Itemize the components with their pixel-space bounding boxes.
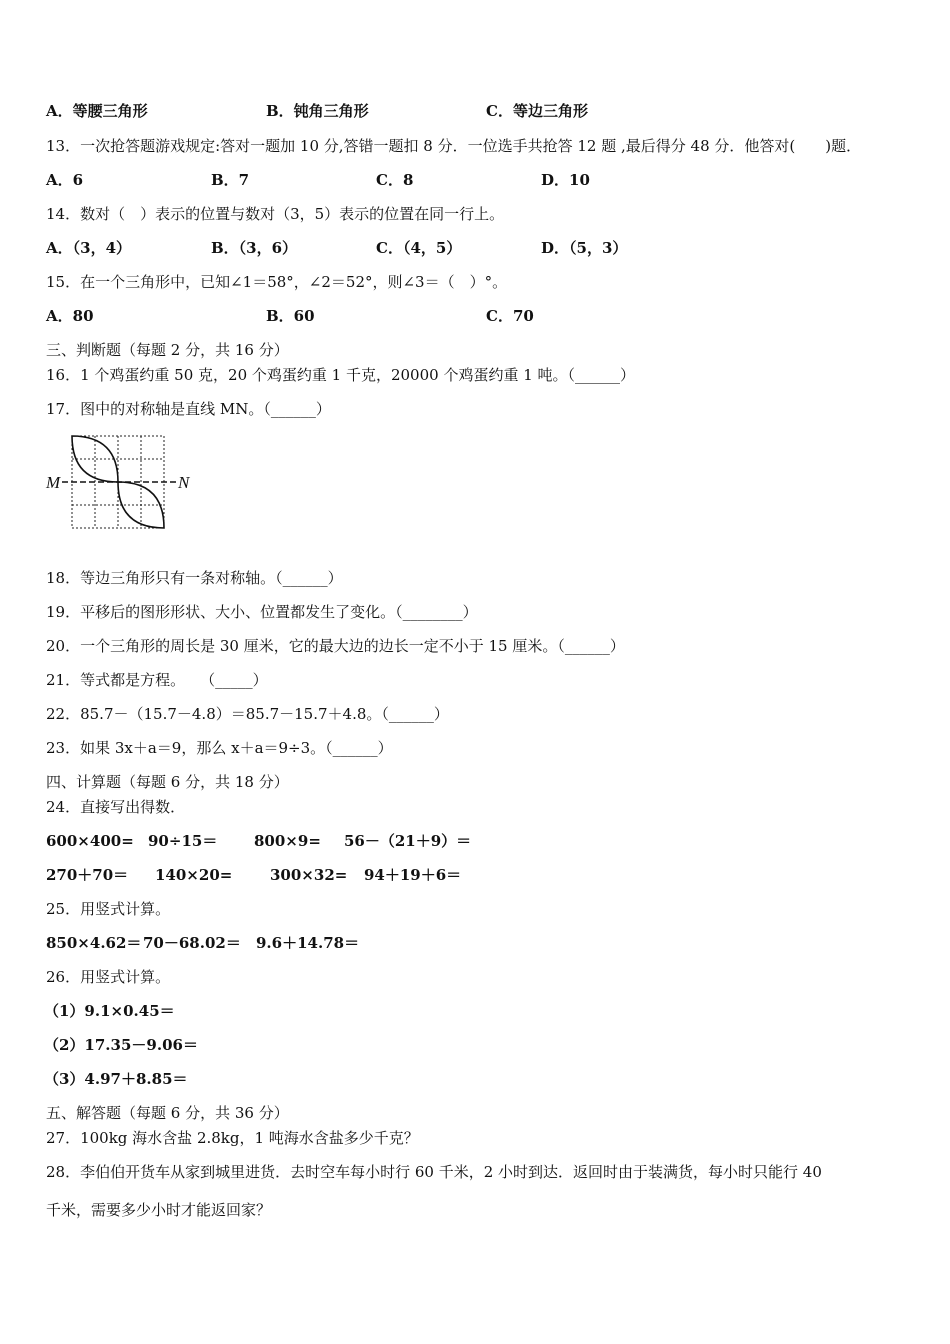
q19-stem: 19．平移后的图形形状、大小、位置都发生了变化。（________）: [46, 603, 478, 621]
q14-option-d: D．（5，3）: [541, 239, 628, 257]
q14-stem: 14．数对（ ）表示的位置与数对（3，5）表示的位置在同一行上。: [46, 205, 505, 223]
q22-stem: 22．85.7－（15.7－4.8）＝85.7－15.7＋4.8。（______）: [46, 705, 449, 723]
q24-stem: 24．直接写出得数．: [46, 798, 186, 816]
q13-option-b: B．7: [211, 171, 250, 189]
q15-option-c: C．70: [486, 307, 534, 325]
q25-item: 850×4.62＝: [46, 934, 142, 952]
q13-stem: 13．一次抢答题游戏规定:答对一题加 10 分,答错一题扣 8 分．一位选手共抢答 12 题 ,最后得分 48 分．他答对( )题．: [46, 137, 862, 155]
q26-stem: 26．用竖式计算。: [46, 968, 171, 986]
q24-item: 90÷15＝: [148, 832, 218, 850]
q15-stem: 15．在一个三角形中，已知∠1＝58°，∠2＝52°，则∠3＝（ ）°。: [46, 273, 508, 291]
q17-stem: 17．图中的对称轴是直线 MN。（______）: [46, 400, 331, 418]
q13-option-a: A．6: [46, 171, 84, 189]
symmetry-figure: [44, 430, 196, 534]
q24-item: 600×400=: [46, 832, 134, 850]
q15-option-a: A．80: [46, 307, 94, 325]
section-5-heading: 五、解答题（每题 6 分，共 36 分）: [46, 1104, 289, 1122]
q25-stem: 25．用竖式计算。: [46, 900, 171, 918]
q28-stem-line1: 28．李伯伯开货车从家到城里进货．去时空车每小时行 60 千米，2 小时到达．返回时由于装满货，每小时只能行 40: [46, 1163, 822, 1181]
q12-option-a: A．等腰三角形: [46, 102, 148, 120]
q24-item: 300×32=: [270, 866, 348, 884]
label-n: N: [178, 473, 190, 492]
q12-option-b: B．钝角三角形: [266, 102, 369, 120]
q16-stem: 16．1 个鸡蛋约重 50 克，20 个鸡蛋约重 1 千克，20000 个鸡蛋约重 1 吨。（______）: [46, 366, 636, 384]
q24-item: 270＋70＝: [46, 866, 129, 884]
q24-item: 94＋19＋6＝: [364, 866, 462, 884]
q20-stem: 20．一个三角形的周长是 30 厘米，它的最大边的边长一定不小于 15 厘米。（______）: [46, 637, 625, 655]
q27-stem: 27．100kg 海水含盐 2.8kg，1 吨海水含盐多少千克？: [46, 1129, 419, 1147]
section-4-heading: 四、计算题（每题 6 分，共 18 分）: [46, 773, 289, 791]
q25-item: 70－68.02＝: [143, 934, 241, 952]
q12-option-c: C．等边三角形: [486, 102, 588, 120]
section-3-heading: 三、判断题（每题 2 分，共 16 分）: [46, 341, 289, 359]
q13-option-d: D．10: [541, 171, 590, 189]
q23-stem: 23．如果 3x＋a＝9，那么 x＋a＝9÷3。（______）: [46, 739, 393, 757]
q14-option-a: A．（3，4）: [46, 239, 132, 257]
q24-item: 800×9=: [254, 832, 321, 850]
q28-stem-line2: 千米，需要多少小时才能返回家？: [46, 1201, 272, 1219]
q15-option-b: B．60: [266, 307, 315, 325]
q26-item: （3）4.97＋8.85＝: [44, 1070, 188, 1088]
q24-item: 140×20=: [155, 866, 233, 884]
q25-item: 9.6＋14.78＝: [256, 934, 360, 952]
q24-item: 56－（21＋9）＝: [344, 832, 472, 850]
q18-stem: 18．等边三角形只有一条对称轴。（______）: [46, 569, 343, 587]
q26-item: （2）17.35－9.06＝: [44, 1036, 198, 1054]
q14-option-c: C．（4，5）: [376, 239, 462, 257]
q14-option-b: B．（3，6）: [211, 239, 298, 257]
q13-option-c: C．8: [376, 171, 414, 189]
q26-item: （1）9.1×0.45＝: [44, 1002, 175, 1020]
label-m: M: [46, 473, 61, 492]
q21-stem: 21．等式都是方程。 （_____）: [46, 671, 268, 689]
